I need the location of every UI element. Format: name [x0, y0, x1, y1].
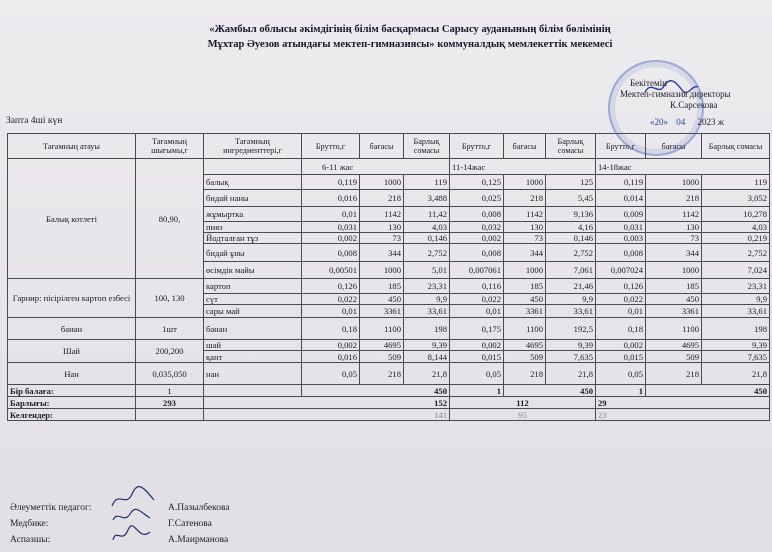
col-price-2: бағасы	[504, 134, 546, 159]
cell-value: 218	[504, 363, 546, 385]
cell-value: 0,007061	[450, 262, 504, 279]
one-child-count-2: 1	[450, 385, 504, 397]
cell-value: 0,002	[450, 233, 504, 244]
cell-value: 9,136	[546, 207, 596, 222]
cell-value: 0,008	[302, 244, 360, 262]
col-total-1: Барлық сомасы	[404, 134, 450, 159]
approval-position: Мектеп-гимназия директоры	[620, 89, 731, 99]
cell-value: 0,175	[450, 318, 504, 340]
arrived-count-2: 95	[450, 409, 596, 421]
cell-value: 0,126	[596, 279, 646, 294]
arrived-row	[8, 409, 770, 421]
cell-value: 23,31	[702, 279, 770, 294]
cell-value: 33,61	[404, 305, 450, 318]
cell-value: 0,002	[596, 340, 646, 351]
dish-name: Гарнир: пісірілген картоп езбесі	[8, 279, 136, 318]
dish-name-1: Балық котлеті	[8, 159, 136, 279]
cell-value: 0,022	[596, 294, 646, 305]
cell-value: 0,015	[450, 351, 504, 363]
dish-name: банан	[8, 318, 136, 340]
cell-value: 0,002	[302, 233, 360, 244]
cell-value: 0,01	[302, 305, 360, 318]
cell-value: 0,18	[302, 318, 360, 340]
cell-value: 0,01	[596, 305, 646, 318]
cell-value: 3361	[360, 305, 404, 318]
cell-value: 0,116	[450, 279, 504, 294]
cell-value: 1000	[360, 175, 404, 190]
ingredient-name: Йодталған тұз	[204, 233, 302, 244]
total-count-2: 112	[450, 397, 596, 409]
total-count-1: 152	[204, 397, 450, 409]
cell-value: 21,46	[546, 279, 596, 294]
dish-name: Шай	[8, 340, 136, 363]
cell-value: 0,219	[702, 233, 770, 244]
signer-name: А.Пазылбекова	[168, 503, 230, 513]
cell-value: 509	[360, 351, 404, 363]
ingredient-name: қант	[204, 351, 302, 363]
ingredient-name: сары май	[204, 305, 302, 318]
cell-value: 1142	[360, 207, 404, 222]
approval-date-month: 04	[676, 117, 686, 127]
cell-value: 0,032	[450, 222, 504, 233]
cell-value: 8,144	[404, 351, 450, 363]
cell-value: 509	[646, 351, 702, 363]
cell-value: 9,39	[404, 340, 450, 351]
cell-value: 1142	[504, 207, 546, 222]
ingredient-name: жұмыртка	[204, 207, 302, 222]
menu-table	[7, 133, 770, 421]
ingredient-name: балық	[204, 175, 302, 190]
cell-value: 119	[404, 175, 450, 190]
cell-value: 73	[504, 233, 546, 244]
age-group-2: 11-14жас	[450, 159, 596, 175]
cell-value: 9,39	[546, 340, 596, 351]
cell-value: 0,022	[450, 294, 504, 305]
cell-value: 33,61	[702, 305, 770, 318]
ingredient-name: картоп	[204, 279, 302, 294]
arrived-count-1: 141	[204, 409, 450, 421]
approval-director: К.Сарсекова	[670, 100, 718, 110]
cell-value: 0,008	[596, 244, 646, 262]
col-brutto-1: Брутто,г	[302, 134, 360, 159]
col-price-1: бағасы	[360, 134, 404, 159]
cell-value: 23,31	[404, 279, 450, 294]
cell-value: 0,00501	[302, 262, 360, 279]
table-row	[8, 340, 770, 351]
cell-value: 0,18	[596, 318, 646, 340]
cell-value: 7,024	[702, 262, 770, 279]
cell-value: 1000	[504, 175, 546, 190]
cell-value: 0,008	[450, 207, 504, 222]
cell-value: 10,278	[702, 207, 770, 222]
cell-value: 5,01	[404, 262, 450, 279]
cell-value: 450	[360, 294, 404, 305]
cell-value: 218	[646, 190, 702, 207]
cell-value: 9,39	[702, 340, 770, 351]
approval-date-year: 2023 ж	[697, 117, 724, 127]
cell-value: 218	[646, 363, 702, 385]
cell-value: 1142	[646, 207, 702, 222]
cell-value: 0,009	[596, 207, 646, 222]
ingredient-name: пияз	[204, 222, 302, 233]
cell-value: 73	[360, 233, 404, 244]
cell-value: 4695	[646, 340, 702, 351]
cell-value: 185	[504, 279, 546, 294]
cell-value: 0,146	[404, 233, 450, 244]
dish-yield: 200,200	[136, 340, 204, 363]
col-brutto-2: Брутто,г	[450, 134, 504, 159]
nurse-signature	[110, 506, 152, 526]
cell-value: 0,01	[450, 305, 504, 318]
dish-yield: 1шт	[136, 318, 204, 340]
cell-value: 4695	[360, 340, 404, 351]
cell-value: 192,5	[546, 318, 596, 340]
cell-value: 0,025	[450, 190, 504, 207]
one-child-sum-3: 450	[646, 385, 770, 397]
cell-value: 0,119	[596, 175, 646, 190]
signer-name: А.Маирманова	[168, 535, 229, 545]
cell-value: 7,635	[702, 351, 770, 363]
cell-value: 1100	[646, 318, 702, 340]
cook-signature	[110, 524, 152, 546]
dish-yield: 0,035,050	[136, 363, 204, 385]
col-yield: Тағамның шығымы,г	[136, 134, 204, 159]
ingredient-name: бидай наны	[204, 190, 302, 207]
cell-value: 0,119	[302, 175, 360, 190]
cell-value: 0,016	[302, 351, 360, 363]
age-group-3: 14-18жас	[596, 159, 770, 175]
cell-value: 0,126	[302, 279, 360, 294]
cell-value: 7,635	[546, 351, 596, 363]
cell-value: 4,03	[702, 222, 770, 233]
cell-value: 0,125	[450, 175, 504, 190]
approval-date	[650, 117, 770, 128]
cell-value: 1000	[504, 262, 546, 279]
cell-value: 0,003	[596, 233, 646, 244]
cell-value: 4695	[504, 340, 546, 351]
cell-value: 0,002	[450, 340, 504, 351]
cell-value: 218	[360, 363, 404, 385]
cell-value: 4,16	[546, 222, 596, 233]
one-child-sum-1: 450	[302, 385, 450, 397]
cell-value: 1000	[646, 262, 702, 279]
age-group-row	[8, 159, 770, 175]
cell-value: 218	[360, 190, 404, 207]
signer-role: Аспазшы:	[10, 535, 51, 545]
cell-value: 9,9	[702, 294, 770, 305]
ingredient-name: нан	[204, 363, 302, 385]
ingredient-name: өсімдік майы	[204, 262, 302, 279]
col-total-3: Барлық сомасы	[702, 134, 770, 159]
cell-value: 0,05	[450, 363, 504, 385]
total-qty: 293	[136, 397, 204, 409]
menu-day-label: Запта 4ші күн	[6, 116, 63, 126]
cell-value: 198	[404, 318, 450, 340]
arrived-count-3: 23	[596, 409, 770, 421]
cell-value: 130	[646, 222, 702, 233]
cell-value: 0,016	[302, 190, 360, 207]
cell-value: 21,8	[546, 363, 596, 385]
table-row	[8, 279, 770, 294]
cell-value: 1000	[646, 175, 702, 190]
cell-value: 0,015	[596, 351, 646, 363]
cell-value: 9,9	[546, 294, 596, 305]
total-label: Барлығы:	[8, 397, 136, 409]
approval-date-day: «20»	[650, 117, 668, 127]
col-ingredients: Тағамның ингредиенттері,г	[204, 134, 302, 159]
cell-value: 0,014	[596, 190, 646, 207]
signer-role: Әлеуметтік педагог:	[10, 503, 92, 513]
age-group-1: 6-11 жас	[302, 159, 450, 175]
cell-value: 1100	[360, 318, 404, 340]
cell-value: 3361	[504, 305, 546, 318]
cell-value: 21,8	[404, 363, 450, 385]
cell-value: 2,752	[702, 244, 770, 262]
cell-value: 5,45	[546, 190, 596, 207]
document-title	[150, 22, 670, 52]
approval-title: Бекітемін	[630, 78, 667, 88]
cell-value: 344	[360, 244, 404, 262]
cell-value: 0,022	[302, 294, 360, 305]
cell-value: 0,031	[302, 222, 360, 233]
total-row	[8, 397, 770, 409]
cell-value: 218	[504, 190, 546, 207]
cell-value: 0,002	[302, 340, 360, 351]
col-dish-name: Тағамның атауы	[8, 134, 136, 159]
cell-value: 185	[360, 279, 404, 294]
cell-value: 73	[646, 233, 702, 244]
one-child-label: Бір балаға:	[8, 385, 136, 397]
signer-role: Медбике:	[10, 519, 49, 529]
col-brutto-3: Брутто,г	[596, 134, 646, 159]
cell-value: 0,007024	[596, 262, 646, 279]
col-price-3: бағасы	[646, 134, 702, 159]
dish-name: Нан	[8, 363, 136, 385]
ingredient-name: банан	[204, 318, 302, 340]
title-line-2: Мұхтар Әуезов атындағы мектеп-гимназиясы» коммуналдық мемлекеттік мекемесі	[207, 39, 613, 50]
cell-value: 3,052	[702, 190, 770, 207]
dish-yield: 100, 130	[136, 279, 204, 318]
cell-value: 2,752	[546, 244, 596, 262]
total-count-3: 29	[596, 397, 770, 409]
cell-value: 344	[646, 244, 702, 262]
cell-value: 0,031	[596, 222, 646, 233]
table-header-row	[8, 134, 770, 159]
ingredient-name: бидай ұны	[204, 244, 302, 262]
cell-value: 0,01	[302, 207, 360, 222]
cell-value: 11,42	[404, 207, 450, 222]
one-child-count-3: 1	[596, 385, 646, 397]
cell-value: 3,488	[404, 190, 450, 207]
cell-value: 130	[360, 222, 404, 233]
ingredient-name: сүт	[204, 294, 302, 305]
ingredient-name: шай	[204, 340, 302, 351]
cell-value: 509	[504, 351, 546, 363]
cell-value: 9,9	[404, 294, 450, 305]
cell-value: 0,008	[450, 244, 504, 262]
signer-name: Г.Сатенова	[168, 519, 212, 529]
one-child-row	[8, 385, 770, 397]
cell-value: 450	[646, 294, 702, 305]
cell-value: 33,61	[546, 305, 596, 318]
cell-value: 0,05	[302, 363, 360, 385]
cell-value: 7,061	[546, 262, 596, 279]
cell-value: 344	[504, 244, 546, 262]
cell-value: 2,752	[404, 244, 450, 262]
cell-value: 450	[504, 294, 546, 305]
cell-value: 0,146	[546, 233, 596, 244]
col-total-2: Барлық сомасы	[546, 134, 596, 159]
one-child-sum-2: 450	[504, 385, 596, 397]
table-row	[8, 318, 770, 340]
one-child-qty: 1	[136, 385, 204, 397]
table-row	[8, 363, 770, 385]
cell-value: 198	[702, 318, 770, 340]
title-line-1: «Жамбыл облысы әкімдігінің білім басқармасы Сарысу ауданының білім бөлімінің	[209, 24, 611, 35]
cell-value: 125	[546, 175, 596, 190]
cell-value: 1000	[360, 262, 404, 279]
cell-value: 1100	[504, 318, 546, 340]
cell-value: 21,8	[702, 363, 770, 385]
cell-value: 4,03	[404, 222, 450, 233]
cell-value: 185	[646, 279, 702, 294]
cell-value: 3361	[646, 305, 702, 318]
arrived-label: Келгендер:	[8, 409, 136, 421]
cell-value: 0,05	[596, 363, 646, 385]
approval-block	[620, 78, 770, 128]
dish-yield-1: 80,90,	[136, 159, 204, 279]
cell-value: 130	[504, 222, 546, 233]
cell-value: 119	[702, 175, 770, 190]
